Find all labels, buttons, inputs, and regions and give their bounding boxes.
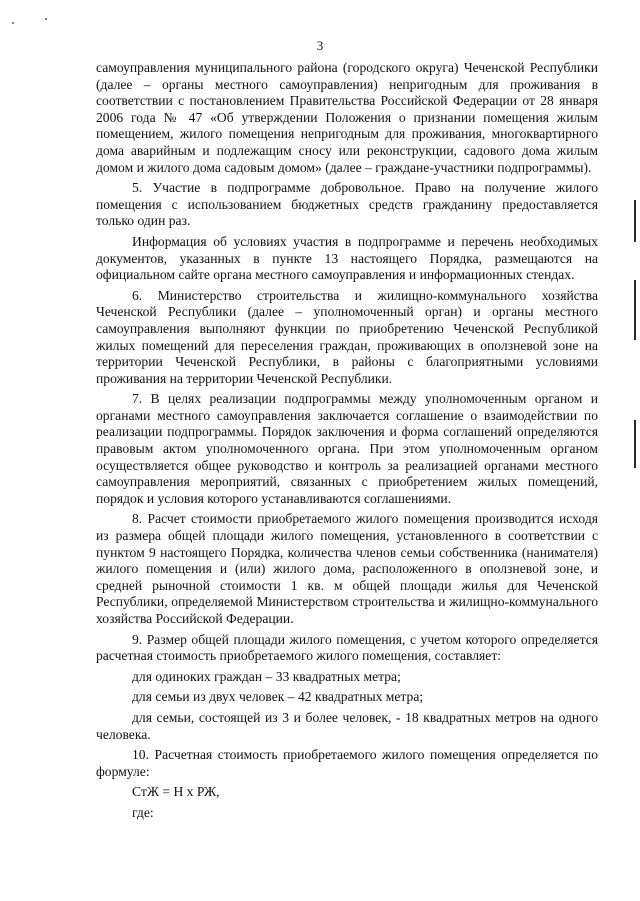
paragraph-continuation: самоуправления муниципального района (городского округа) Чеченской Республики (далее – органы местного самоуправления) непригодным для проживания в соответствии с постановлением Правительства Российской Федерации от 28 января 2006 года № 47 «Об утверждении Положения о признании помещения жилым помещением, жилого помещения непригодным для проживания, многоквартирного дома аварийным и подлежащим сносу или реконструкции, садового дома жилым домом и жилого дома садовым домом» (далее – граждане-участники подпрограммы). [96, 60, 598, 175]
page-number: 3 [316, 38, 324, 53]
list-item: для семьи, состоящей из 3 и более человек, - 18 квадратных метров на одного человека. [96, 709, 598, 742]
scan-edge-mark [634, 420, 636, 468]
document-body [96, 60, 598, 822]
paragraph-9: 9. Размер общей площади жилого помещения, с учетом которого определяется расчетная стоимость приобретаемого жилого помещения, составляет: [96, 631, 598, 664]
scan-edge-mark [634, 200, 636, 242]
paragraph-10: 10. Расчетная стоимость приобретаемого жилого помещения определяется по формуле: [96, 747, 598, 779]
paragraph-8: 8. Расчет стоимости приобретаемого жилого помещения производится исходя из размера общей площади жилого помещения, установленного в соответствии с пунктом 9 настоящего Порядка, количества членов семьи собственника (нанимателя) жилого помещения и (или) жилого дома, расположенного в оползневой зоне, и средней рыночной стоимости 1 кв. м общей площади жилья для Чеченской Республики, определяемой Министерством строительства и жилищно-коммунального хозяйства Российской Федерации. [96, 511, 598, 626]
scan-edge-mark [634, 280, 636, 340]
formula-where: где: [132, 804, 154, 820]
paragraph-information: Информация об условиях участия в подпрограмме и перечень необходимых документов, указанных в пункте 13 настоящего Порядка, размещаются на официальном сайте органа местного самоуправления и информационных стендах. [96, 233, 598, 283]
scan-speck [45, 18, 47, 20]
formula: СтЖ = Н х РЖ, [132, 784, 220, 800]
paragraph-6: 6. Министерство строительства и жилищно-коммунального хозяйства Чеченской Республики (далее – уполномоченный орган) и органы местного самоуправления выполняют функции по приобретению Чеченской Республикой жилых помещений для переселения граждан, проживающих в оползневой зоне на территории Чеченской Республики, в районы с благоприятными условиями проживания на территории Чеченской Республики. [96, 287, 598, 386]
scan-speck [12, 22, 14, 24]
list-item: для семьи из двух человек – 42 квадратных метра; [132, 689, 424, 705]
paragraph-7: 7. В целях реализации подпрограммы между уполномоченным органом и органами местного самоуправления заключается соглашение о взаимодействии по реализации подпрограммы. Порядок заключения и форма соглашений определяются правовым актом уполномоченного органа. При этом уполномоченным органом осуществляется общее руководство и контроль за реализацией органами местного самоуправления мероприятий, связанных с приобретением жилых помещений, порядок и условия которого устанавливаются соглашениями. [96, 391, 598, 506]
paragraph-5: 5. Участие в подпрограмме добровольное. Право на получение жилого помещения с использованием бюджетных средств гражданину предоставляется только один раз. [96, 180, 598, 229]
list-item: для одиноких граждан – 33 квадратных метра; [132, 668, 401, 684]
